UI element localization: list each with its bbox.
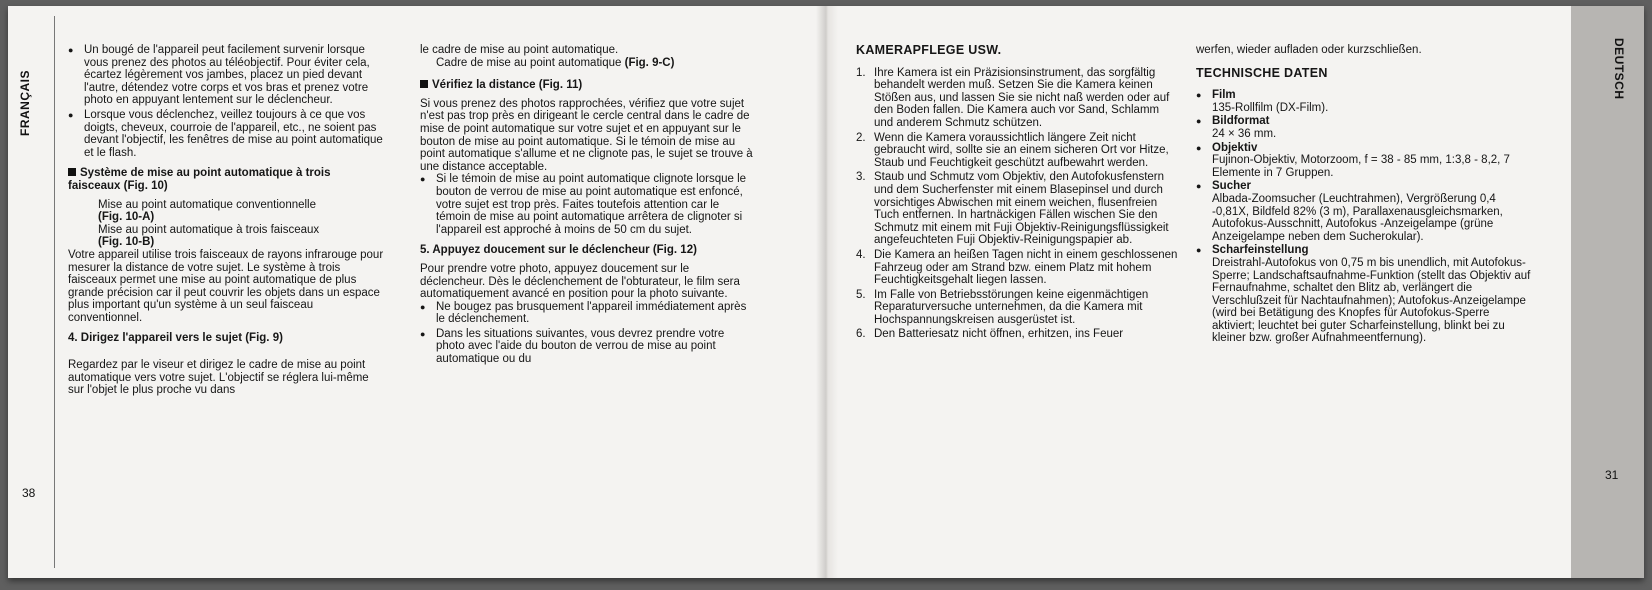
continued-line: werfen, wieder aufladen oder kurzschließen. (1196, 44, 1422, 56)
section-heading: Système de mise au point automatique à trois faisceaux (Fig. 10) (68, 167, 331, 192)
bullet-item: ● Ne bougez pas brusquement l'appareil immédiatement après le déclenchement. (420, 301, 756, 326)
body-paragraph: Si vous prenez des photos rapprochées, vérifiez que votre sujet n'est pas trop près en dirigeant le cercle central dans le cadre de mise de point automatique sur votre sujet et en appuyant sur le bouton de mise au point automatique. Si le témoin de mise au point automatique s'allume et ne clignote pas, le sujet se trouve à une distance acceptable. (420, 97, 753, 173)
page-number-left: 38 (22, 486, 36, 500)
section-heading: 4. Dirigez l'appareil vers le sujet (Fig. 9) (68, 332, 283, 345)
body-paragraph: Regardez par le viseur et dirigez le cadre de mise au point automatique vers votre sujet. L'objectif se réglera lui-même sur l'objet le plus proche vu dans (68, 359, 369, 397)
page-number-right: 31 (1605, 468, 1619, 482)
section-heading: 5. Appuyez doucement sur le déclencheur (Fig. 12) (420, 244, 697, 257)
numbered-item: 2. Wenn die Kamera voraussichtlich längere Zeit nicht gebraucht wird, sollte sie an einem sicheren Ort vor Hitze, Staub und Feuchtigkeit geschützt aufbewahrt werden. (856, 131, 1169, 169)
language-tab-francais: FRANÇAIS (18, 70, 32, 136)
left-column-1 (68, 44, 384, 405)
numbered-item: 4. Die Kamera an heißen Tagen nicht in einem geschlossenen Fahrzeug oder am Strand bzw. einem Platz mit hohem Feuchtigkeitsgehalt liegen lassen. (856, 248, 1178, 287)
spec-item: ● Film 135-Rollfilm (DX-Film). (1196, 89, 1532, 114)
bullet-item: ● Dans les situations suivantes, vous devrez prendre votre photo avec l'aide du bouton de verrou de mise au point automatique ou du (420, 328, 756, 366)
spec-item: ● Sucher Albada-Zoomsucher (Leuchtrahmen), Vergrößerung 0,4 -0,81X, Bildfeld 82% (3 m), Parallaxenausgleichsmarken, Autofokus-Ausschnitt, Autofokus -Anzeigelampe (grüne Anzeigelampe neben dem Sucherokular). (1196, 180, 1532, 243)
manual-spread (8, 6, 1644, 578)
square-bullet-icon (420, 80, 428, 88)
left-margin-rule (54, 16, 55, 568)
bullet-item: ● Lorsque vous déclenchez, veillez toujours à ce que vos doigts, cheveux, courroie de l'appareil, etc., ne soient pas devant l'objectif, les fenêtres de mise au point automatique et le flash. (68, 109, 384, 159)
page-gutter (816, 6, 838, 578)
bullet-item: ● Un bougé de l'appareil peut facilement survenir lorsque vous prenez des photos au téléobjectif. Pour éviter cela, écartez légèrement vos jambes, placez un pied devant l'autre, détendez votre corps et vos bras et prenez votre photo en appuyant lentement sur le déclencheur. (68, 44, 384, 107)
language-tab-strip (1571, 6, 1644, 578)
numbered-item: 3. Staub und Schmutz vom Objektiv, den Autofokusfenstern und dem Sucherfenster mit einem Blasepinsel und durch vorsichtiges Abwischen mit einem weichen, flusenfreien Tuch entfernen. In hartnäckigen Fällen wischen Sie den Schmutz mit einem mit Fuji Objektiv-Reinigungsflüssigkeit angefeuchteten Fuji Objektiv-Reinigungspapier ab. (856, 171, 1169, 247)
spec-item: ● Scharfeinstellung Dreistrahl-Autofokus von 0,75 m bis unendlich, mit Autofokus-Sperre; Landschaftsaufnahme-Funktion (stellt das Objektiv auf Fernaufnahme, schaltet den Blitz ab, verlängert die Verschlußzeit für Nachtaufnahmen); Autofokus-Anzeigelampe (wird bei Betätigung des Knopfes für Autofokus-Sperre aktiviert; leuchtet bei guter Scharfeinstellung, blinkt bei zu kleiner bzw. großer Aufnahmeentfernung). (1196, 244, 1532, 345)
square-bullet-icon (68, 168, 76, 176)
spec-item: ● Objektiv Fujinon-Objektiv, Motorzoom, f = 38 - 85 mm, 1:3,8 - 8,2, 7 Elemente in 7 Gruppen. (1196, 142, 1532, 180)
left-column-2 (420, 44, 756, 368)
body-paragraph: Pour prendre votre photo, appuyez doucement sur le déclencheur. Dès le déclenchement de l'obturateur, le film sera automatiquement avancé en position pour la photo suivante. (420, 262, 740, 301)
frame-caption: Cadre de mise au point automatique (Fig. 9-C) (436, 56, 675, 69)
bullet-item: ● Si le témoin de mise au point automatique clignote lorsque le bouton de verrou de mise au point automatique est enfoncé, votre sujet est trop près. Faites toutefois attention car le témoin de mise au point automatique arrêtera de clignoter si l'appareil est approché à moins de 50 cm du sujet. (420, 173, 756, 236)
af-item-three-beam: Mise au point automatique à trois faisceaux (Fig. 10-B) (98, 223, 320, 249)
numbered-item: 5. Im Falle von Betriebsstörungen keine eigenmächtigen Reparaturversuche unternehmen, da die Kamera mit Hochspannungskreisen ausgerüstet ist. (856, 288, 1149, 326)
continued-line: le cadre de mise au point automatique. (420, 44, 619, 56)
section-heading: Vérifiez la distance (Fig. 11) (420, 79, 756, 92)
numbered-item: 1. Ihre Kamera ist ein Präzisionsinstrument, das sorgfältig behandelt werden muß. Setzen Sie die Kamera keinen Stößen aus, und lassen Sie sie nicht naß werden oder auf den Boden fallen. Die Kamera auch vor Sand, Schlamm und anderem Schmutz schützen. (856, 66, 1170, 129)
spec-item: ● Bildformat 24 × 36 mm. (1196, 115, 1532, 140)
right-column-1 (856, 44, 1178, 343)
language-tab-deutsch: DEUTSCH (1612, 38, 1626, 100)
section-heading: TECHNISCHE DATEN (1196, 65, 1328, 80)
numbered-item: 6. Den Batteriesatz nicht öffnen, erhitzen, ins Feuer (856, 328, 1124, 341)
body-paragraph: Votre appareil utilise trois faisceaux de rayons infrarouge pour mesurer la distance de votre sujet. Le système à trois faisceaux permet une mise au point automatique de plus grande précision car il peut couvrir les objets dans un espace plus important qu'un système à un seul faisceau conventionnel. (68, 248, 384, 324)
section-heading: KAMERAPFLEGE USW. (856, 43, 1002, 57)
af-item-conventional: Mise au point automatique conventionnelle (Fig. 10-A) (98, 198, 317, 224)
right-column-2 (1196, 44, 1532, 346)
